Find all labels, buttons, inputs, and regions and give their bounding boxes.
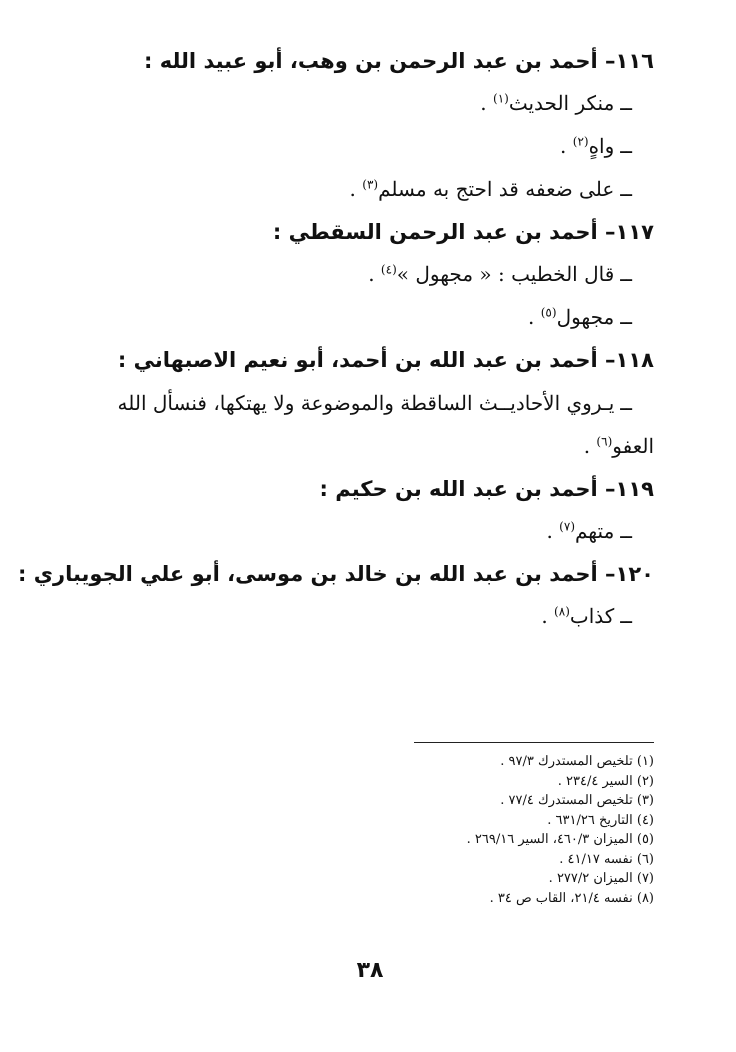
footnote-ref: (٧) xyxy=(559,519,575,534)
footnote-ref: (٣) xyxy=(362,177,379,192)
entry-line xyxy=(74,381,654,425)
period: . xyxy=(541,604,548,628)
footnote: (٧) الميزان ٢٧٧/٢ . xyxy=(548,871,654,886)
period: . xyxy=(546,519,553,543)
entry-line xyxy=(74,82,654,125)
entry-heading: ١١٨– أحمد بن عبد الله بن أحمد، أبو نعيم الاصبهاني : xyxy=(117,348,654,372)
footnotes xyxy=(354,752,654,908)
footnote: (٨) نفسه ٢١/٤، القاب ص ٣٤ . xyxy=(489,890,654,906)
entry-116 xyxy=(74,40,654,211)
dash: ــ xyxy=(620,305,632,329)
entry-line xyxy=(74,595,654,638)
entry-120 xyxy=(18,553,654,638)
footnote-divider xyxy=(414,742,654,743)
entry-line xyxy=(74,253,654,296)
footnote-ref: (٢) xyxy=(572,134,589,149)
footnote: (٥) الميزان ٤٦٠/٣، السير ٢٦٩/١٦ . xyxy=(466,832,654,847)
dash: ــ xyxy=(620,262,632,286)
line-text: يـروي الأحاديــث الساقطة والموضوعة ولا يهتكها، فنسأل الله xyxy=(117,391,615,415)
footnote: (٤) التاريخ ٦٣١/٢٦ . xyxy=(547,812,654,828)
footnote-ref: (٨) xyxy=(554,604,570,619)
dash: ــ xyxy=(620,604,632,628)
entry-118 xyxy=(74,339,654,468)
line-text: متهم xyxy=(575,519,615,543)
footnote-ref: (٥) xyxy=(540,305,557,320)
period: . xyxy=(480,91,487,115)
entry-heading: ١٢٠– أحمد بن عبد الله بن خالد بن موسى، أبو علي الجويباري : xyxy=(18,562,654,586)
footnote: (٦) نفسه ٤١/١٧ . xyxy=(559,851,654,867)
entry-line xyxy=(74,125,654,168)
entry-119 xyxy=(74,468,654,553)
dash: ــ xyxy=(620,91,632,115)
narrator-entries xyxy=(18,40,654,638)
line-text: قال الخطيب : « مجهول » xyxy=(396,262,615,286)
entry-line-continuation xyxy=(74,425,654,468)
period: . xyxy=(560,134,567,158)
footnote-ref: (٤) xyxy=(380,262,397,277)
period: . xyxy=(528,305,535,329)
entry-heading: ١١٧– أحمد بن عبد الرحمن السقطي : xyxy=(272,220,654,244)
footnote: (١) تلخيص المستدرك ٩٧/٣ . xyxy=(500,754,654,769)
entry-heading: ١١٦– أحمد بن عبد الرحمن بن وهب، أبو عبيد الله : xyxy=(144,49,654,73)
line-text: على ضعفه قد احتج به مسلم xyxy=(378,177,615,201)
period: . xyxy=(583,434,591,458)
dash: ــ xyxy=(620,391,632,415)
footnote: (٢) السير ٢٣٤/٤ . xyxy=(557,773,654,789)
footnote-ref: (٦) xyxy=(596,434,613,449)
dash: ــ xyxy=(620,519,632,543)
line-text: كذاب xyxy=(569,604,615,628)
entry-line xyxy=(74,296,654,339)
footnote: (٣) تلخيص المستدرك ٧٧/٤ . xyxy=(500,793,654,808)
period: . xyxy=(368,262,375,286)
line-text: واهٍ xyxy=(588,134,615,158)
footnote-ref: (١) xyxy=(493,91,509,106)
entry-line xyxy=(74,168,654,211)
dash: ــ xyxy=(620,134,632,158)
dash: ــ xyxy=(620,177,632,201)
entry-line xyxy=(74,510,654,553)
entry-heading: ١١٩– أحمد بن عبد الله بن حكيم : xyxy=(319,477,654,501)
entry-117 xyxy=(74,211,654,339)
period: . xyxy=(349,177,356,201)
line-text: العفو xyxy=(612,434,654,458)
page-number: ٣٨ xyxy=(356,958,384,983)
line-text: منكر الحديث xyxy=(508,91,615,115)
line-text: مجهول xyxy=(556,305,615,329)
